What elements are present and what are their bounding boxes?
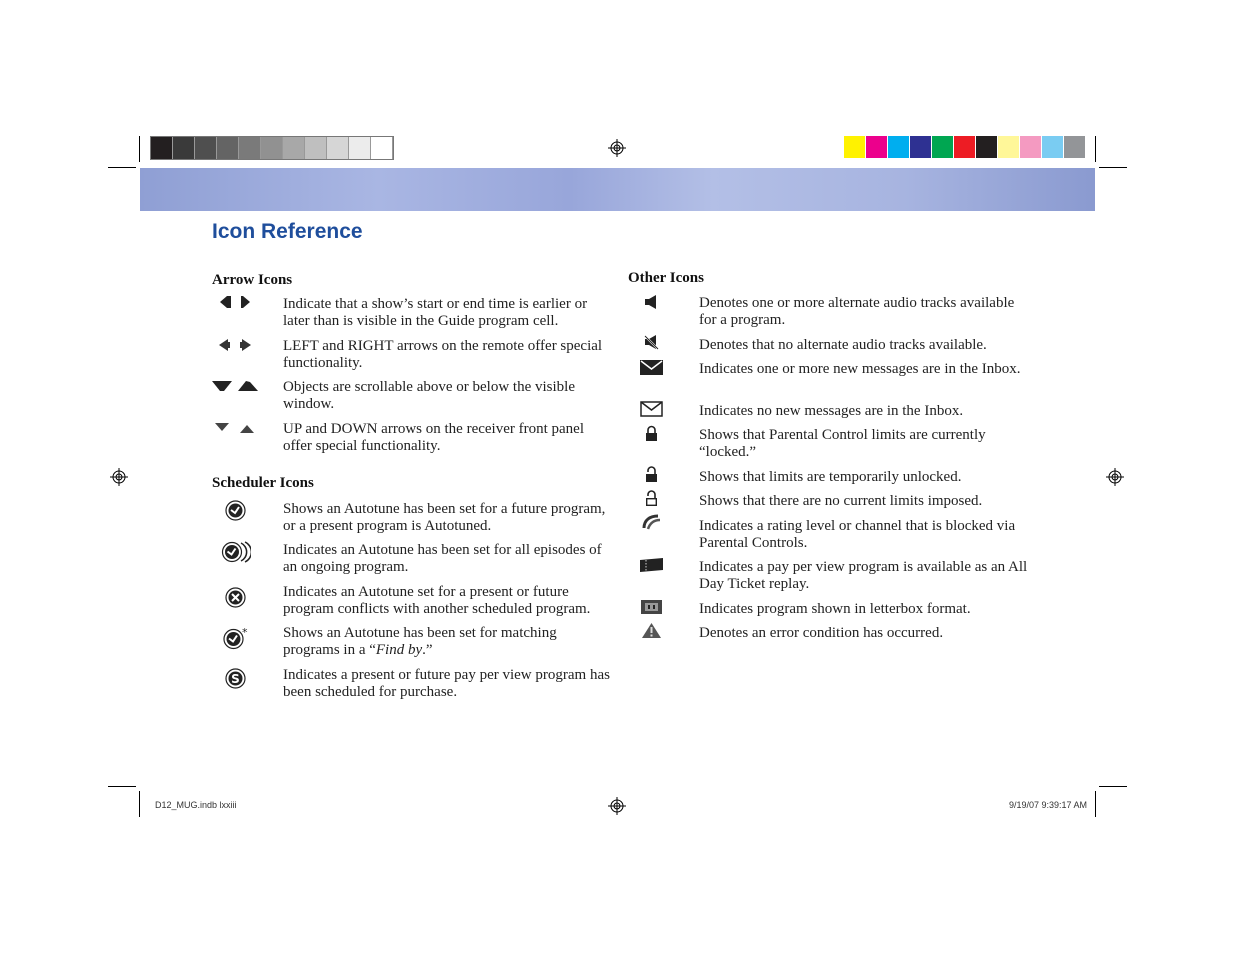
gray-swatch bbox=[239, 137, 261, 159]
item-description: Shows that there are no current limits imposed. bbox=[699, 493, 983, 509]
no-new-messages-icon bbox=[640, 401, 663, 417]
letterbox-icon bbox=[641, 600, 662, 614]
item-description: Indicates program shown in letterbox format. bbox=[699, 601, 971, 617]
registration-mark-icon bbox=[1106, 468, 1124, 486]
page-title: Icon Reference bbox=[212, 220, 363, 243]
color-swatch bbox=[932, 136, 954, 158]
color-swatch bbox=[866, 136, 888, 158]
item-description: Shows an Autotune has been set for a future program, or a present program is Autotuned. bbox=[283, 501, 606, 534]
color-swatch bbox=[998, 136, 1020, 158]
crop-mark bbox=[108, 167, 136, 168]
crop-mark bbox=[139, 791, 140, 817]
item-description: Indicates a rating level or channel that is blocked via Parental Controls. bbox=[699, 518, 1016, 551]
autotune-find-by-icon bbox=[223, 627, 249, 650]
autotune-conflict-icon bbox=[225, 587, 246, 608]
gray-swatch bbox=[349, 137, 371, 159]
color-swatch bbox=[844, 136, 866, 158]
item-description: Indicates a present or future pay per view program has been scheduled for purchase. bbox=[283, 667, 610, 700]
item-description: UP and DOWN arrows on the receiver front panel offer special functionality. bbox=[283, 421, 585, 454]
ppv-scheduled-icon bbox=[225, 668, 246, 689]
no-alternate-audio-icon bbox=[643, 334, 659, 350]
color-swatch bbox=[910, 136, 932, 158]
footer-file-info: D12_MUG.indb lxxiii bbox=[155, 800, 237, 810]
left-right-arrows-icon bbox=[218, 339, 252, 351]
gray-swatch bbox=[283, 137, 305, 159]
color-swatch bbox=[1064, 136, 1086, 158]
autotune-all-episodes-icon bbox=[221, 541, 251, 563]
crop-mark bbox=[1095, 136, 1096, 162]
temporarily-unlocked-icon bbox=[645, 466, 658, 483]
gray-swatch bbox=[327, 137, 349, 159]
item-description: Indicates an Autotune set for a present or future program conflicts with another scheduled program. bbox=[283, 584, 591, 617]
item-description: Denotes that no alternate audio tracks available. bbox=[699, 337, 987, 353]
footer-timestamp: 9/19/07 9:39:17 AM bbox=[1008, 800, 1087, 810]
item-description: Denotes an error condition has occurred. bbox=[699, 625, 944, 641]
color-swatch bbox=[976, 136, 998, 158]
item-description: Objects are scrollable above or below the visible window. bbox=[283, 379, 575, 412]
item-description: Indicates a pay per view program is available as an All Day Ticket replay. bbox=[699, 559, 1028, 592]
item-description: Indicates one or more new messages are in the Inbox. bbox=[699, 361, 1021, 377]
registration-mark-icon bbox=[608, 139, 626, 157]
registration-mark-icon bbox=[110, 468, 128, 486]
grayscale-calibration-bar bbox=[150, 136, 394, 160]
header-banner bbox=[140, 168, 1095, 211]
color-swatch bbox=[1042, 136, 1064, 158]
item-description: LEFT and RIGHT arrows on the remote offer special functionality. bbox=[283, 338, 603, 371]
color-swatch bbox=[1020, 136, 1042, 158]
gray-swatch bbox=[261, 137, 283, 159]
item-description: Shows an Autotune has been set for matching programs in a “Find by.” bbox=[283, 625, 557, 658]
color-calibration-bar bbox=[844, 136, 1086, 158]
item-description: Indicates an Autotune has been set for all episodes of an ongoing program. bbox=[283, 542, 602, 575]
up-down-arrows-icon bbox=[213, 422, 259, 434]
all-day-ticket-icon bbox=[640, 558, 663, 572]
gray-swatch bbox=[305, 137, 327, 159]
arrow-icons-heading: Arrow Icons bbox=[212, 272, 293, 288]
gray-swatch bbox=[151, 137, 173, 159]
item-description: Indicates no new messages are in the Inbox. bbox=[699, 403, 964, 419]
no-limits-icon bbox=[645, 490, 658, 507]
crop-mark bbox=[1099, 786, 1127, 787]
crop-mark bbox=[1099, 167, 1127, 168]
scroll-up-down-icon bbox=[212, 380, 258, 392]
locked-icon bbox=[645, 425, 658, 442]
gray-swatch bbox=[371, 137, 393, 159]
item-description: Denotes one or more alternate audio tracks available for a program. bbox=[699, 295, 1015, 328]
gray-swatch bbox=[217, 137, 239, 159]
registration-mark-icon bbox=[608, 797, 626, 815]
gray-swatch bbox=[195, 137, 217, 159]
item-description: Indicate that a show’s start or end time is earlier or later than is visible in the Guide program cell. bbox=[283, 296, 588, 329]
new-messages-icon bbox=[640, 360, 663, 375]
item-description: Shows that limits are temporarily unlocked. bbox=[699, 469, 962, 485]
color-swatch bbox=[954, 136, 976, 158]
svg-text:S: S bbox=[231, 672, 240, 686]
error-icon bbox=[642, 623, 661, 638]
crop-mark bbox=[108, 786, 136, 787]
color-swatch bbox=[888, 136, 910, 158]
other-icons-heading: Other Icons bbox=[628, 270, 704, 286]
autotune-icon bbox=[225, 500, 246, 521]
crop-mark bbox=[139, 136, 140, 162]
scheduler-icons-heading: Scheduler Icons bbox=[212, 475, 314, 491]
item-description: Shows that Parental Control limits are currently “locked.” bbox=[699, 427, 986, 460]
time-overflow-arrows-icon bbox=[219, 295, 251, 309]
blocked-icon bbox=[642, 514, 662, 530]
alternate-audio-icon bbox=[643, 294, 659, 310]
gray-swatch bbox=[173, 137, 195, 159]
svg-text:*: * bbox=[242, 627, 248, 639]
crop-mark bbox=[1095, 791, 1096, 817]
